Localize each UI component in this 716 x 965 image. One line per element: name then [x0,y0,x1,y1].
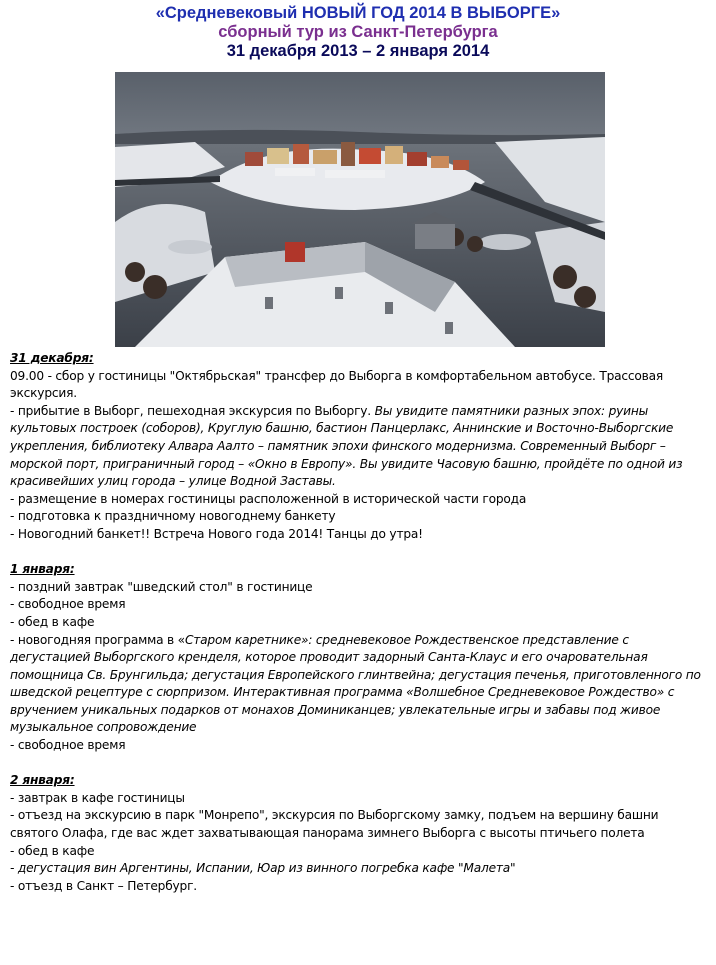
list-item: - обед в кафе [10,614,95,629]
itinerary [10,350,710,895]
list-item-italic: Малета" [463,861,516,876]
tour-dates: 31 декабря 2013 – 2 января 2014 [226,42,490,60]
list-item: 09.00 - сбор у гостиницы "Октябрьская" трансфер до Выборга в комфортабельном автобусе. Трассовая экскурсия. [10,368,664,401]
tour-title: «Средневековый НОВЫЙ ГОД 2014 В ВЫБОРГЕ» [155,4,561,22]
list-item-italic: Старом каретнике»: средневековое Рождественское представление с дегустацией Выборгского кренделя, которое проводит задорный Санта-Клаус и его очаровательная помощница Св. Брунгильда; дегустация Европейского глинтвейна; дегустация печенья, приготовленного по шведской рецептуре с сюрпризом. Интерактивная программа «Волшебное Средневековое Рождество» с вручением уникальных подарков от монахов Доминиканцев; увлекательные игры и забавы под живое музыкальное сопровождение [10,632,701,735]
list-item: - отъезд на экскурсию в парк "Монрепо", экскурсия по Выборгскому замку, подъем на вершину башни святого Олафа, где вас ждет захватывающая панорама зимнего Выборга с высоты птичьего полета [10,808,659,841]
list-item: - поздний завтрак "шведский стол" в гостинице [10,579,313,594]
list-item: - размещение в номерах гостиницы расположенной в исторической части города [10,491,527,506]
list-item: - Новогодний банкет!! Встреча Нового года 2014! Танцы до утра! [10,526,423,541]
list-item-italic: Вы увидите памятники разных эпох: руины культовых построек (соборов), Круглую башню, бастион Панцерлакс, Аннинские и Восточно-Выборгские укрепления, библиотеку Алвара Аалто – памятник эпохи финского модернизма. Современный Выборг – морской порт, приграничный город – «Окно в Европу». Вы увидите Часовую башню, пройдёте по одной из красивейших улиц города – улице Водной Заставы. [10,403,683,489]
list-item [10,632,710,738]
list-item: - свободное время [10,738,126,753]
list-item: - свободное время [10,597,126,612]
tour-subtitle: сборный тур из Санкт-Петербурга [218,23,498,41]
day-heading-dec31: 31 декабря: [10,351,94,365]
list-item-italic: - дегустация вин Аргентины, Испании, Юар из винного погребка кафе " [10,861,464,876]
list-item [10,860,710,878]
list-item-text: - новогодняя программа в « [10,632,185,647]
vyborg-panorama-photo [115,72,605,347]
list-item: - отъезд в Санкт – Петербург. [10,878,197,893]
list-item: - подготовка к праздничному новогоднему банкету [10,509,336,524]
header [0,4,716,61]
list-item [10,403,710,491]
list-item: - обед в кафе [10,843,95,858]
day-heading-jan2: 2 января: [10,773,75,788]
list-item: - завтрак в кафе гостиницы [10,790,185,805]
day-heading-jan1: 1 января: [10,562,75,577]
list-item-text: - прибытие в Выборг, пешеходная экскурсия по Выборгу. [10,403,375,418]
